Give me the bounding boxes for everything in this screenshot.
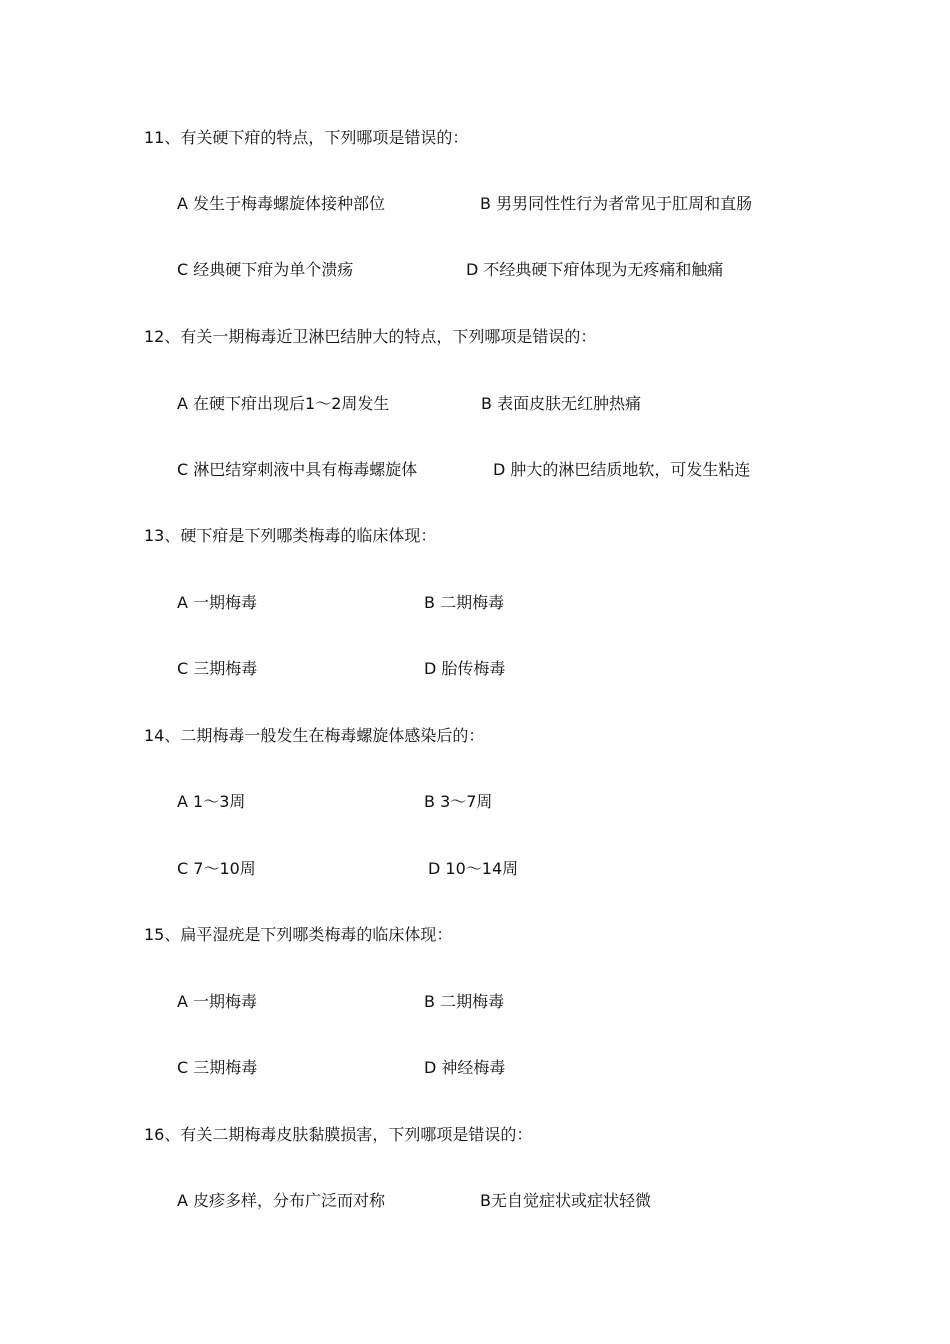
question-16 [0,1123,950,1147]
option-d: D 10～14周 [428,859,519,878]
options-row [0,857,950,881]
option-c: C 经典硬下疳为单个溃疡 [177,260,354,279]
option-a: A 一期梅毒 [177,593,258,612]
option-a: A 皮疹多样，分布广泛而对称 [177,1191,386,1210]
question-15 [0,923,950,947]
option-c: C 7～10周 [177,859,256,878]
option-c: C 淋巴结穿刺液中具有梅毒螺旋体 [177,460,418,479]
option-d: D 胎传梅毒 [424,659,506,678]
option-a: A 在硬下疳出现后1～2周发生 [177,394,390,413]
question-13 [0,524,950,548]
options-row [0,657,950,681]
option-b: B 表面皮肤无红肿热痛 [481,394,642,413]
option-d: D 不经典硬下疳体现为无疼痛和触痛 [466,260,724,279]
options-row [0,458,950,482]
option-a: A 发生于梅毒螺旋体接种部位 [177,194,386,213]
question-stem: 14、二期梅毒一般发生在梅毒螺旋体感染后的： [144,726,485,745]
options-row [0,192,950,216]
question-stem: 11、有关硬下疳的特点，下列哪项是错误的： [144,128,469,147]
option-a: A 1～3周 [177,792,246,811]
option-b: B 男男同性性行为者常见于肛周和直肠 [480,194,753,213]
options-row [0,258,950,282]
option-c: C 三期梅毒 [177,1058,258,1077]
question-stem: 12、有关一期梅毒近卫淋巴结肿大的特点，下列哪项是错误的： [144,327,597,346]
option-c: C 三期梅毒 [177,659,258,678]
options-row [0,1189,950,1213]
options-row [0,591,950,615]
option-d: D 肿大的淋巴结质地软，可发生粘连 [493,460,751,479]
option-b: B无自觉症状或症状轻微 [480,1191,651,1210]
option-b: B 3～7周 [424,792,493,811]
options-row [0,1056,950,1080]
question-stem: 16、有关二期梅毒皮肤黏膜损害，下列哪项是错误的： [144,1125,533,1144]
options-row [0,392,950,416]
question-14 [0,724,950,748]
option-d: D 神经梅毒 [424,1058,506,1077]
option-b: B 二期梅毒 [424,992,505,1011]
options-row [0,990,950,1014]
question-12 [0,325,950,349]
question-stem: 13、硬下疳是下列哪类梅毒的临床体现： [144,526,437,545]
question-stem: 15、扁平湿疣是下列哪类梅毒的临床体现： [144,925,453,944]
question-11 [0,126,950,150]
options-row [0,790,950,814]
option-a: A 一期梅毒 [177,992,258,1011]
option-b: B 二期梅毒 [424,593,505,612]
